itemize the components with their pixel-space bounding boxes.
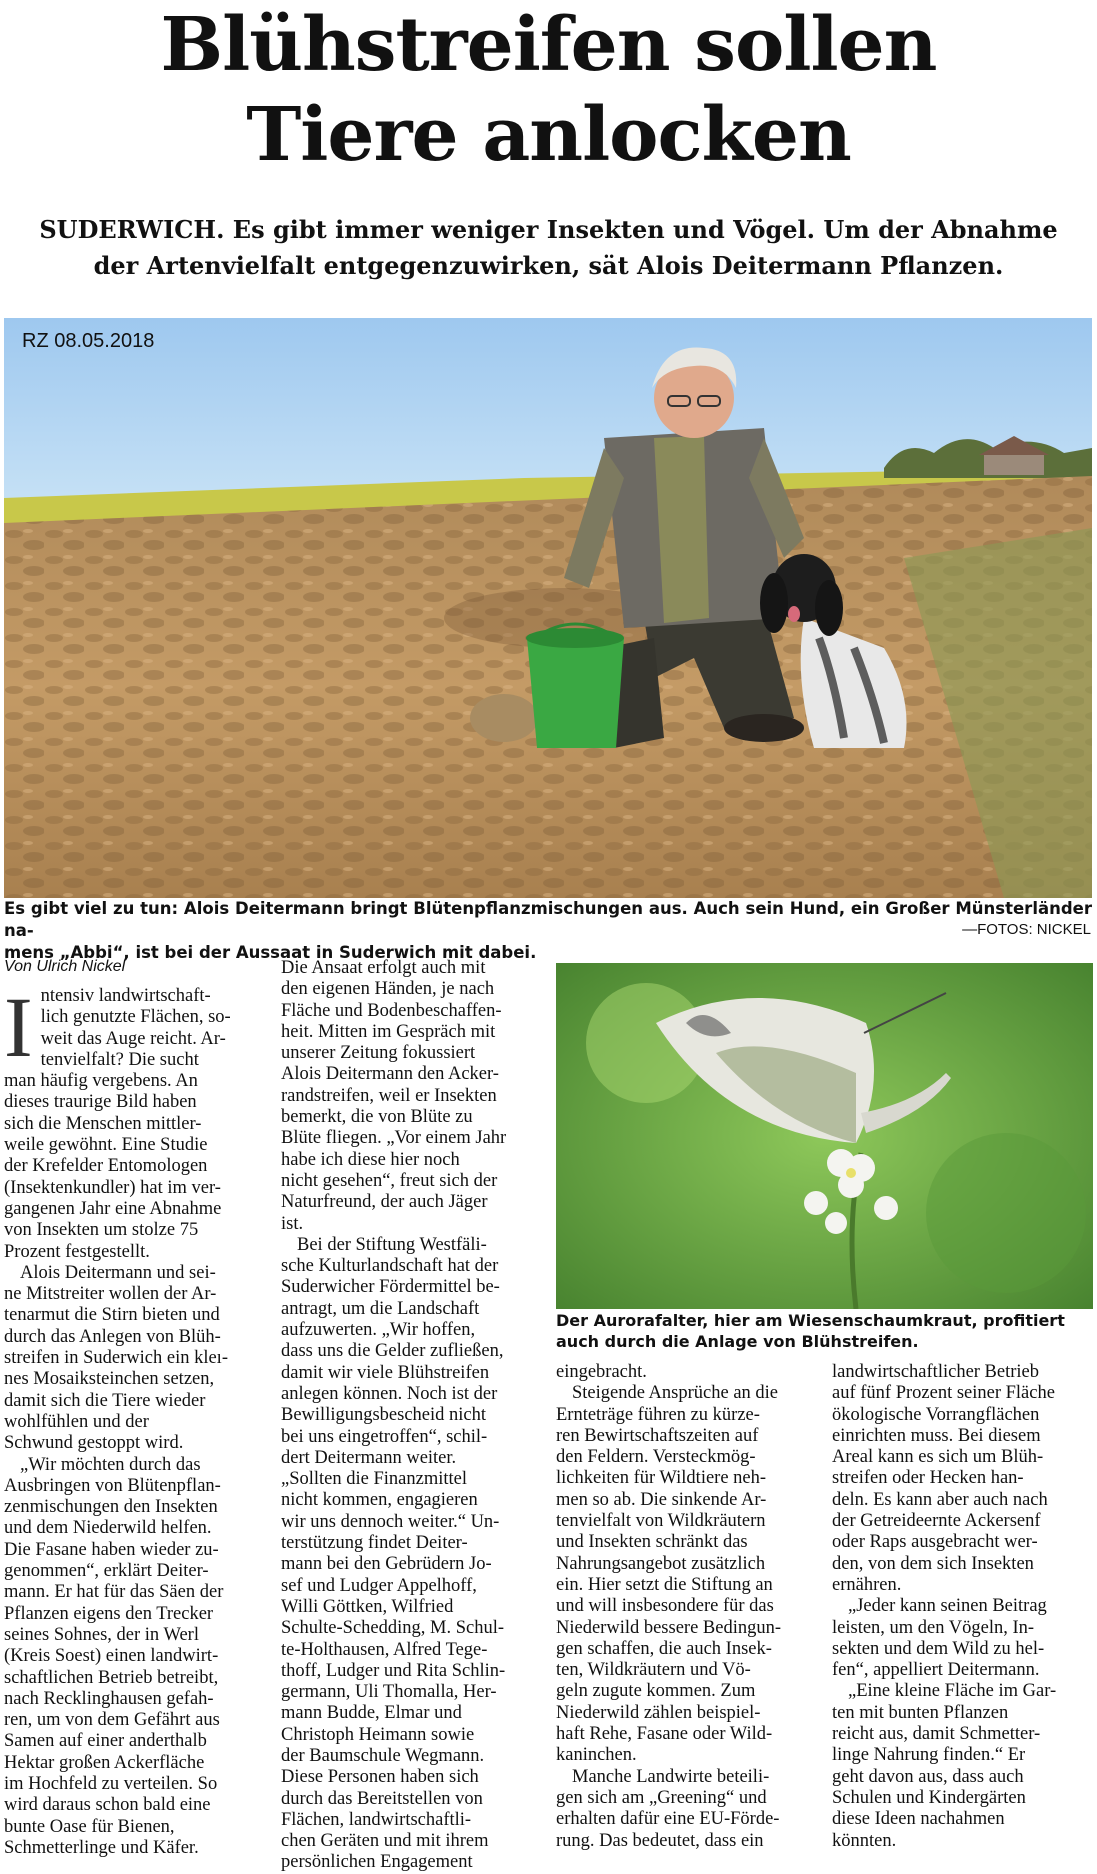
text-line: Prozent festgestellt. [4, 1241, 150, 1262]
text-line: aufzuwerten. „Wir hoffen, [281, 1320, 476, 1341]
text-line: deln. Es kann aber auch nach [832, 1489, 1048, 1510]
text-line: von Insekten um stolze 75 [4, 1220, 199, 1241]
text-line: seines Sohnes, der in Werl [4, 1624, 199, 1645]
caption2-line-1: Der Aurorafalter, hier am Wiesenschaumkraut, profitiert [556, 1311, 1065, 1330]
text-line: anlegen können. Noch ist der [281, 1383, 498, 1404]
text-line: genommen“, erklärt Deiter- [4, 1561, 209, 1582]
text-line: mann. Er hat für das Säen der [4, 1582, 224, 1603]
text-line: (Kreis Soest) einen landwirt- [4, 1646, 219, 1667]
text-line: damit sich die Tiere wieder [4, 1390, 206, 1411]
text-line: fen“, appelliert Deitermann. [832, 1660, 1040, 1681]
text-line: te-Holthausen, Alfred Tege- [281, 1639, 488, 1660]
text-line: Diese Personen haben sich [281, 1767, 479, 1788]
lead-line-1: SUDERWICH. Es gibt immer weniger Insekten und Vögel. Um der Abnahme [39, 215, 1058, 244]
column-4-text [832, 1362, 1092, 1852]
headline-line-2: Tiere anlocken [246, 92, 851, 178]
article-column-1 [4, 979, 266, 1859]
text-line: gen sich am „Greening“ und [556, 1787, 767, 1808]
text-line: sche Kulturlandschaft hat der [281, 1256, 499, 1277]
text-line: Niederwild bessere Bedingun- [556, 1617, 782, 1638]
text-line: ren Bewirtschaftszeiten auf [556, 1425, 759, 1446]
article-column-3 [556, 1362, 812, 1852]
text-line: sich die Menschen mittler- [4, 1113, 202, 1134]
text-line: „Wir möchten durch das [20, 1454, 201, 1475]
text-line: heit. Mitten im Gespräch mit [281, 1021, 496, 1042]
text-line: auf fünf Prozent seiner Fläche [832, 1383, 1055, 1404]
text-line: „Jeder kann seinen Beitrag [848, 1596, 1047, 1617]
text-line: man häufig vergebens. An [4, 1071, 198, 1092]
text-line: ne Mitstreiter wollen der Ar- [4, 1284, 217, 1305]
text-line: Schmetterlinge und Käfer. [4, 1837, 199, 1858]
text-line: ernähren. [832, 1574, 902, 1595]
text-line: der Krefelder Entomologen [4, 1156, 208, 1177]
text-line: geht davon aus, dass auch [832, 1766, 1024, 1787]
text-line: lich genutzte Flächen, so- [40, 1007, 231, 1028]
text-line: Willi Göttken, Wilfried [281, 1596, 454, 1617]
text-line: germann, Uli Thomalla, Her- [281, 1682, 497, 1703]
text-line: chen Geräten und mit ihrem [281, 1831, 489, 1852]
text-line: terstützung findet Deiter- [281, 1533, 468, 1554]
butterfly-photo-caption [556, 1310, 1093, 1352]
text-line: linge Nahrung finden.“ Er [832, 1745, 1026, 1766]
text-line: sef und Ludger Appelhoff, [281, 1575, 477, 1596]
text-line: Bei der Stiftung Westfäli- [297, 1234, 487, 1255]
text-line: „Eine kleine Fläche im Gar- [848, 1681, 1057, 1702]
column-1-text [4, 979, 266, 1859]
text-line: Manche Landwirte beteili- [572, 1766, 770, 1787]
text-line: dert Deitermann weiter. [281, 1447, 457, 1468]
text-line: streifen oder Hecken han- [832, 1468, 1024, 1489]
text-line: den eigenen Händen, je nach [281, 979, 495, 1000]
text-line: Naturfreund, der auch Jäger [281, 1192, 488, 1213]
text-line: tenarmut die Stirn bieten und [4, 1305, 220, 1326]
text-line: ist. [281, 1213, 304, 1234]
text-line: Die Ansaat erfolgt auch mit [281, 958, 486, 978]
text-line: persönlichen Engagement [281, 1852, 473, 1873]
text-line: damit wir viele Blühstreifen [281, 1362, 490, 1383]
text-line: Steigende Ansprüche an die [572, 1383, 779, 1404]
text-line: Blüte fliegen. „Vor einem Jahr [281, 1128, 507, 1149]
text-line: dieses traurige Bild haben [4, 1092, 197, 1113]
text-line: nicht kommen, engagieren [281, 1490, 478, 1511]
date-stamp: RZ 08.05.2018 [22, 330, 155, 352]
text-line: tenvielfalt? Die sucht [40, 1049, 199, 1070]
text-line: der Getreideernte Ackersenf [832, 1511, 1041, 1532]
drop-cap: I [4, 979, 33, 1075]
text-line: nes Mosaiksteinchen setzen, [4, 1369, 215, 1390]
text-line: landwirtschaftlicher Betrieb [832, 1362, 1040, 1382]
text-line: (Insektenkundler) hat im ver- [4, 1177, 221, 1198]
text-line: weile gewöhnt. Eine Studie [4, 1135, 208, 1156]
text-line: gangenen Jahr eine Abnahme [4, 1198, 222, 1219]
text-line: und dem Niederwild helfen. [4, 1518, 212, 1539]
text-line: Bewilligungsbescheid nicht [281, 1405, 487, 1426]
text-line: nach Recklinghausen gefah- [4, 1688, 214, 1709]
text-line: geln zugute kommen. Zum [556, 1681, 756, 1702]
headline-line-1: Blühstreifen sollen [160, 2, 937, 88]
text-line: men so ab. Die sinkende Ar- [556, 1489, 767, 1510]
text-line: haft Rehe, Fasane oder Wild- [556, 1724, 773, 1745]
caption2-line-2: auch durch die Anlage von Blühstreifen. [556, 1332, 919, 1351]
text-line: „Sollten die Finanzmittel [281, 1469, 467, 1490]
text-line: den Feldern. Versteckmög- [556, 1447, 756, 1468]
article-column-2 [281, 958, 537, 1874]
butterfly-illustration [556, 963, 1093, 1309]
text-line: antragt, um die Landschaft [281, 1298, 480, 1319]
field-scene-illustration [4, 318, 1092, 898]
text-line: Alois Deitermann und sei- [20, 1262, 216, 1283]
text-line: kaninchen. [556, 1745, 637, 1766]
text-line: streifen in Suderwich ein kleı- [4, 1348, 228, 1369]
column-3-text [556, 1362, 812, 1852]
text-line: Areal kann es sich um Blüh- [832, 1447, 1044, 1468]
text-line: zenmischungen den Insekten [4, 1497, 218, 1518]
text-line: Suderwicher Fördermittel be- [281, 1277, 500, 1298]
text-line: eingebracht. [556, 1362, 647, 1382]
lead-line-2: der Artenvielfalt entgegenzuwirken, sät Alois Deitermann Pflanzen. [93, 251, 1004, 280]
text-line: Schulen und Kindergärten [832, 1787, 1026, 1808]
text-line: leisten, um den Vögeln, In- [832, 1617, 1035, 1638]
author-byline: Von Ulrich Nickel [4, 958, 126, 975]
lead-paragraph [0, 212, 1097, 284]
text-line: Flächen, landwirtschaftli- [281, 1809, 472, 1830]
text-line: tenvielfalt von Wildkräutern [556, 1511, 766, 1532]
text-line: ökologische Vorrangflächen [832, 1404, 1040, 1425]
text-line: ten mit bunten Pflanzen [832, 1702, 1009, 1723]
photo-credit: —FOTOS: NICKEL [962, 921, 1091, 938]
text-line: ren, um von dem Gefährt aus [4, 1710, 220, 1731]
text-line: wir uns dennoch weiter.“ Un- [281, 1511, 500, 1532]
text-line: Samen auf einer anderthalb [4, 1731, 207, 1752]
text-line: randstreifen, weil er Insekten [281, 1085, 497, 1106]
text-line: und will insbesondere für das [556, 1596, 774, 1617]
text-line: schaftlichen Betrieb betreibt, [4, 1667, 219, 1688]
text-line: ten, Wildkräutern und Vö- [556, 1660, 751, 1681]
text-line: Christoph Heimann sowie [281, 1724, 475, 1745]
caption-line-1: Es gibt viel zu tun: Alois Deitermann bringt Blütenpflanzmischungen aus. Auch sein Hund, ein Großer Münsterländer na- [4, 899, 1092, 940]
text-line: mann bei den Gebrüdern Jo- [281, 1554, 492, 1575]
text-line: reicht aus, damit Schmetter- [832, 1724, 1041, 1745]
text-line: könnten. [832, 1830, 897, 1851]
caption-line-2: mens „Abbi“, ist bei der Aussaat in Suderwich mit dabei. [4, 943, 537, 962]
main-photo [4, 318, 1092, 898]
text-line: Niederwild zählen beispiel- [556, 1702, 761, 1723]
text-line: der Baumschule Wegmann. [281, 1745, 485, 1766]
text-line: Hektar großen Ackerfläche [4, 1752, 205, 1773]
text-line: wohlfühlen und der [4, 1411, 149, 1432]
text-line: diese Ideen nachahmen [832, 1809, 1005, 1830]
text-line: gen schaffen, die auch Insek- [556, 1638, 772, 1659]
text-line: wird daraus schon bald eine [4, 1795, 211, 1816]
text-line: Pflanzen eigens den Trecker [4, 1603, 214, 1624]
text-line: Schulte-Schedding, M. Schul- [281, 1618, 505, 1639]
text-line: durch das Bereitstellen von [281, 1788, 483, 1809]
text-line: Ausbringen von Blütenpflan- [4, 1475, 221, 1496]
text-line: Alois Deitermann den Acker- [281, 1064, 499, 1085]
text-line: sekten und dem Wild zu hel- [832, 1638, 1045, 1659]
text-line: nicht gesehen“, freut sich der [281, 1170, 498, 1191]
text-line: lichkeiten für Wildtiere neh- [556, 1468, 767, 1489]
text-line: oder Raps ausgebracht wer- [832, 1532, 1038, 1553]
headline [0, 0, 1097, 180]
article-column-4 [832, 1362, 1092, 1852]
butterfly-photo [556, 963, 1093, 1309]
text-line: dass uns die Gelder zufließen, [281, 1341, 504, 1362]
text-line: Ernteträge führen zu kürze- [556, 1404, 760, 1425]
text-line: erhalten dafür eine EU-Förde- [556, 1809, 780, 1830]
text-line: weit das Auge reicht. Ar- [40, 1028, 226, 1049]
text-line: den, von dem sich Insekten [832, 1553, 1034, 1574]
text-line: durch das Anlegen von Blüh- [4, 1326, 221, 1347]
column-2-text [281, 958, 537, 1874]
text-line: und Insekten schränkt das [556, 1532, 748, 1553]
text-line: Nahrungsangebot zusätzlich [556, 1553, 766, 1574]
text-line: im Hochfeld zu verteilen. So [4, 1773, 218, 1794]
text-line: mann Budde, Elmar und [281, 1703, 462, 1724]
main-photo-caption [4, 898, 1092, 964]
text-line: ein. Hier setzt die Stiftung an [556, 1574, 773, 1595]
text-line: ntensiv landwirtschaft- [40, 986, 211, 1006]
text-line: Die Fasane haben wieder zu- [4, 1539, 219, 1560]
text-line: habe ich diese hier noch [281, 1149, 460, 1170]
text-line: bei uns eingetroffen“, schil- [281, 1426, 488, 1447]
text-line: unserer Zeitung fokussiert [281, 1043, 476, 1064]
text-line: thoff, Ludger und Rita Schlin- [281, 1660, 506, 1681]
text-line: Schwund gestoppt wird. [4, 1433, 184, 1454]
text-line: rung. Das bedeutet, dass ein [556, 1830, 764, 1851]
text-line: einrichten muss. Bei diesem [832, 1425, 1041, 1446]
text-line: bemerkt, die von Blüte zu [281, 1107, 473, 1128]
text-line: Fläche und Bodenbeschaffen- [281, 1000, 502, 1021]
text-line: bunte Oase für Bienen, [4, 1816, 175, 1837]
